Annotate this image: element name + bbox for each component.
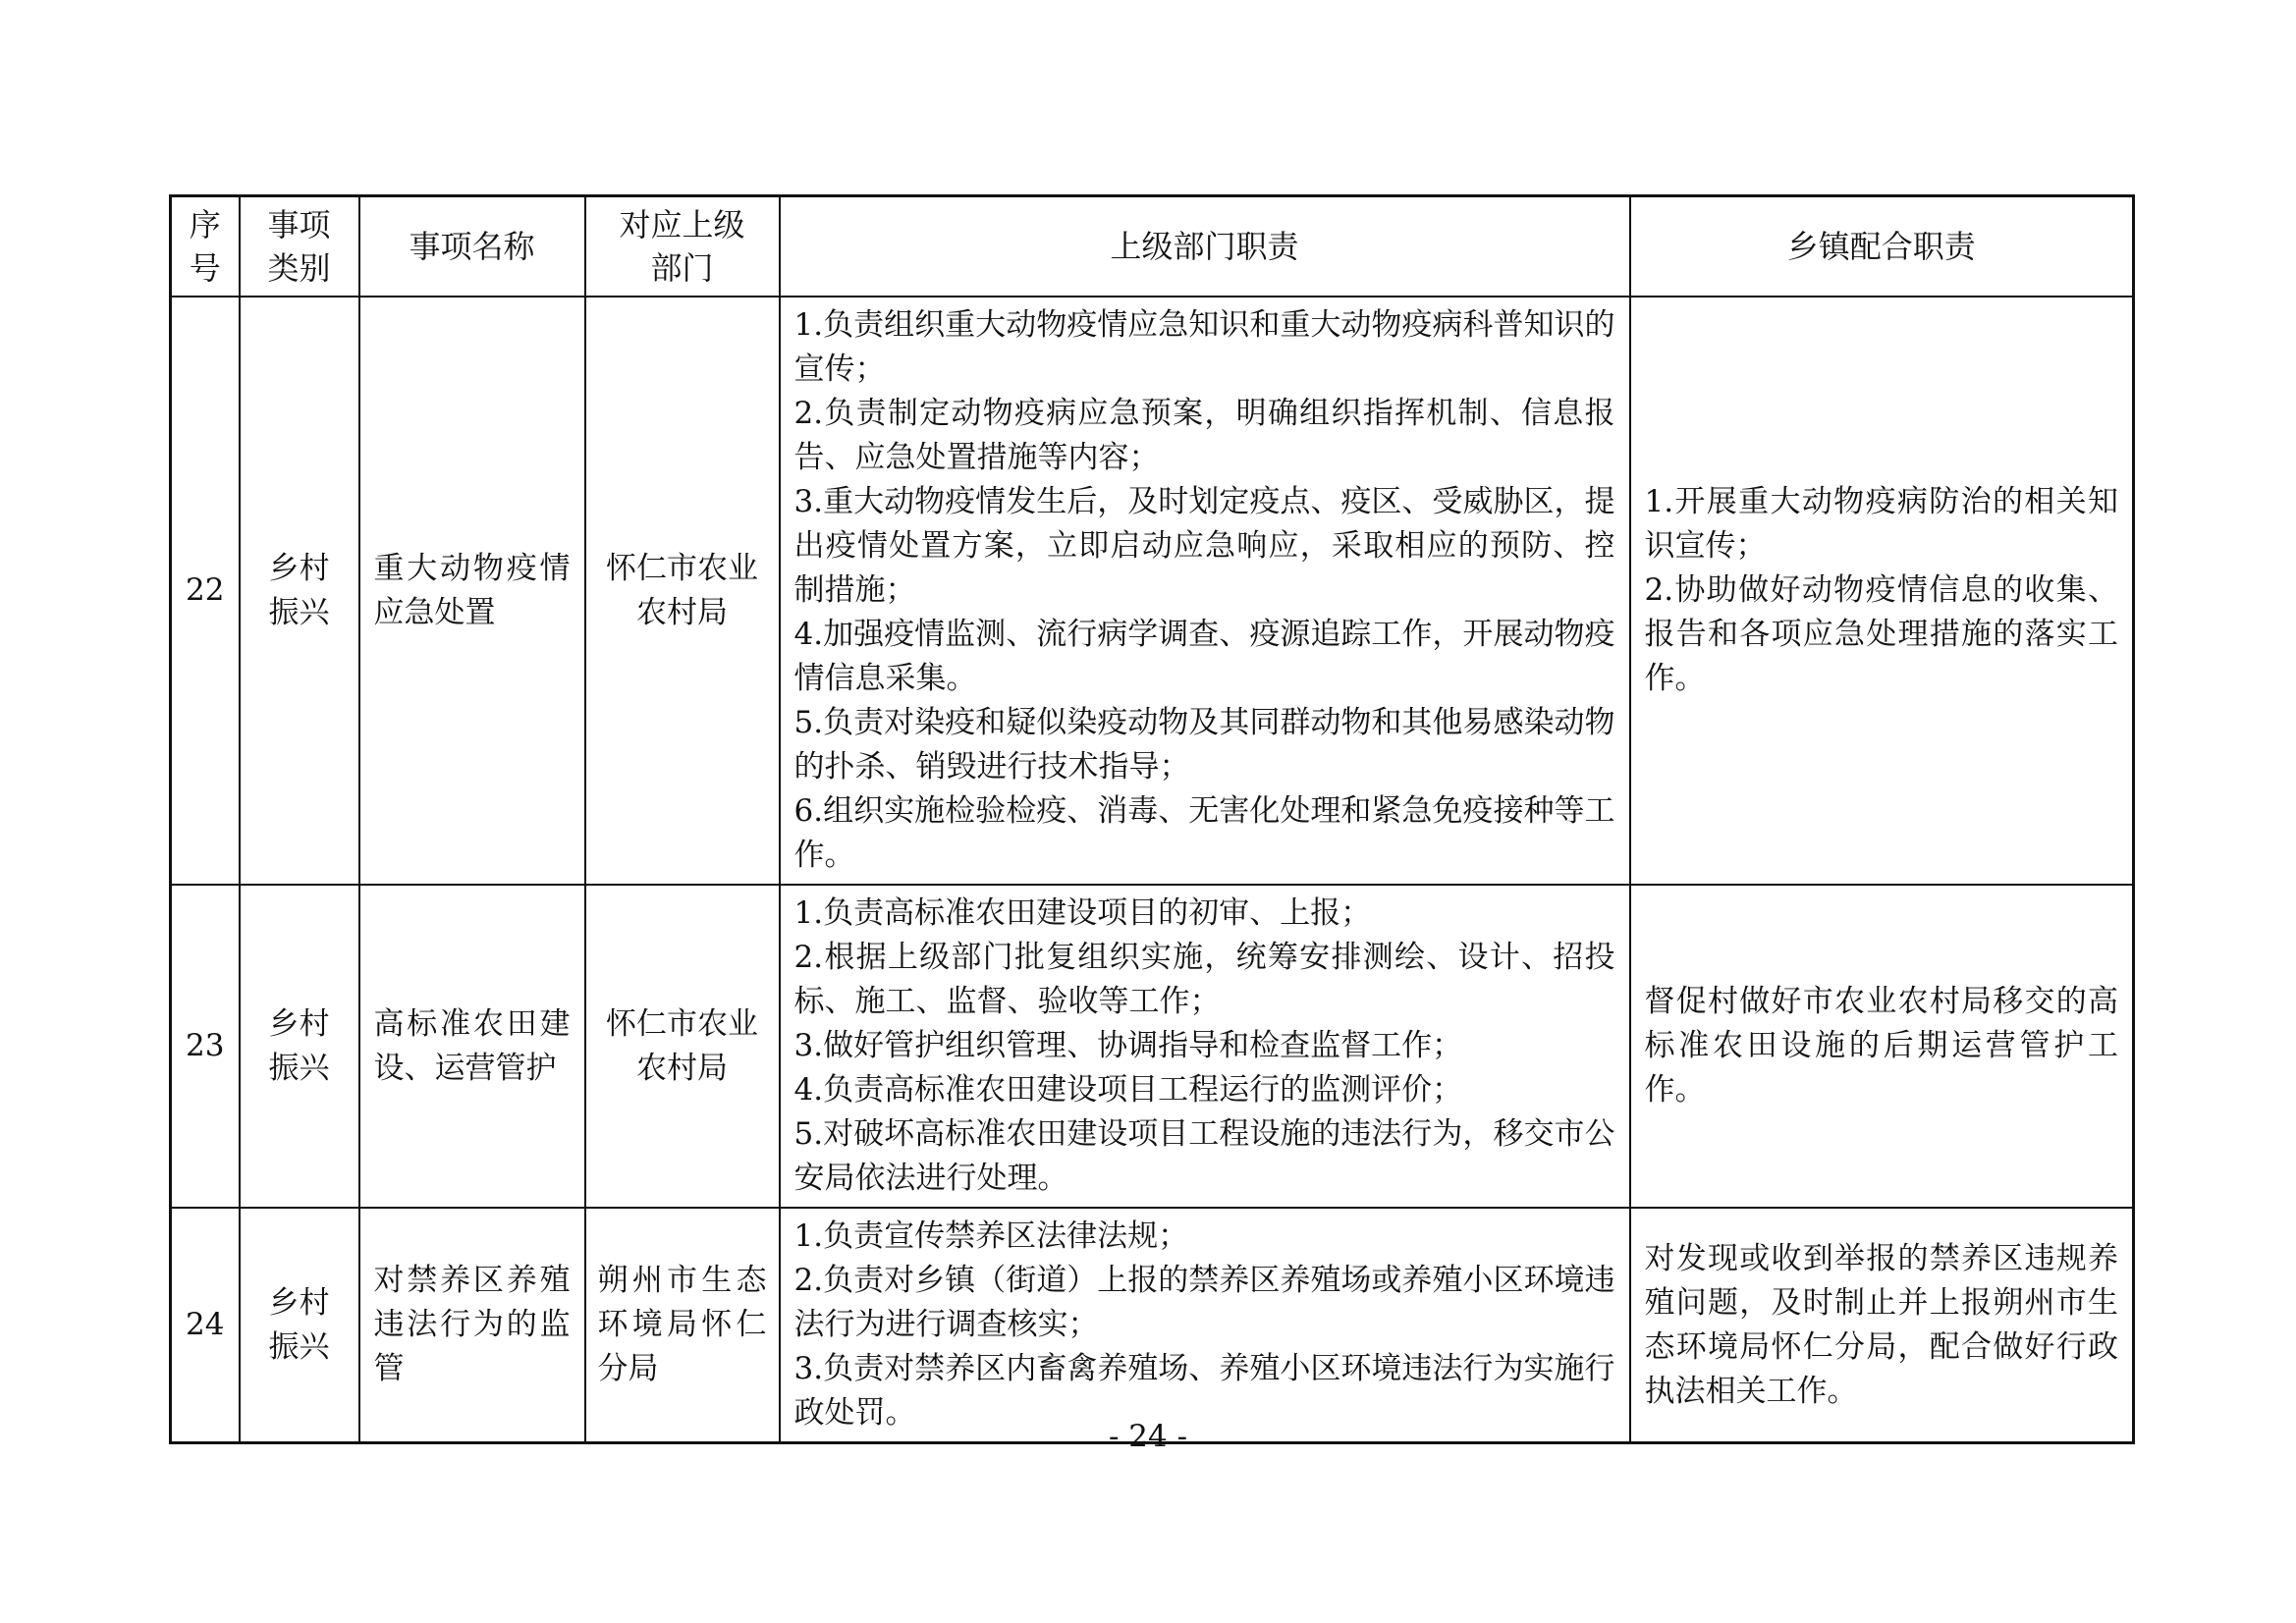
header-superior-duty: 上级部门职责 — [780, 196, 1630, 298]
cell-township-duties — [1630, 297, 2134, 885]
duty-item: 3.做好管护组织管理、协调指导和检查监督工作； — [793, 1028, 1463, 1063]
cell-category: 乡村振兴 — [240, 885, 359, 1208]
cell-seq: 24 — [171, 1208, 240, 1443]
cell-superior-duties — [780, 297, 1630, 885]
cell-township-duties — [1630, 885, 2134, 1208]
cell-name: 重大动物疫情应急处置 — [359, 297, 585, 885]
duty-item: 4.负责高标准农田建设项目工程运行的监测评价； — [793, 1072, 1463, 1108]
cell-name: 对禁养区养殖违法行为的监管 — [359, 1208, 585, 1443]
cell-seq: 23 — [171, 885, 240, 1208]
duty-item: 3.负责对禁养区内畜禽养殖场、养殖小区环境违法行为实施行政处罚。 — [793, 1351, 1615, 1431]
cell-dept: 朔州市生态环境局怀仁分局 — [585, 1208, 780, 1443]
cell-category: 乡村振兴 — [240, 297, 359, 885]
cell-seq: 22 — [171, 297, 240, 885]
header-name: 事项名称 — [359, 196, 585, 298]
township-item: 督促村做好市农业农村局移交的高标准农田设施的后期运营管护工作。 — [1644, 984, 2118, 1108]
cell-dept: 怀仁市农业农村局 — [585, 885, 780, 1208]
duty-item: 2.根据上级部门批复组织实施，统筹安排测绘、设计、招投标、施工、监督、验收等工作； — [793, 940, 1615, 1019]
duty-item: 5.负责对染疫和疑似染疫动物及其同群动物和其他易感染动物的扑杀、销毁进行技术指导； — [793, 705, 1615, 784]
township-item: 2.协助做好动物疫情信息的收集、报告和各项应急处理措施的落实工作。 — [1644, 572, 2118, 696]
cell-category: 乡村振兴 — [240, 1208, 359, 1443]
duty-item: 6.组织实施检验检疫、消毒、无害化处理和紧急免疫接种等工作。 — [793, 793, 1615, 873]
header-category: 事项类别 — [240, 196, 359, 298]
duty-item: 2.负责对乡镇（街道）上报的禁养区养殖场或养殖小区环境违法行为进行调查核实； — [793, 1263, 1615, 1342]
header-dept: 对应上级部门 — [585, 196, 780, 298]
township-item: 对发现或收到举报的禁养区违规养殖问题，及时制止并上报朔州市生态环境局怀仁分局，配合做好行政执法相关工作。 — [1644, 1240, 2118, 1409]
header-township-duty: 乡镇配合职责 — [1630, 196, 2134, 298]
township-item: 1.开展重大动物疫病防治的相关知识宣传； — [1644, 484, 2118, 564]
table-row — [171, 297, 2134, 885]
table-row — [171, 885, 2134, 1208]
duty-item: 3.重大动物疫情发生后，及时划定疫点、疫区、受威胁区，提出疫情处置方案，立即启动应急响应，采取相应的预防、控制措施； — [793, 484, 1615, 608]
cell-name: 高标准农田建设、运营管护 — [359, 885, 585, 1208]
duty-item: 5.对破坏高标准农田建设项目工程设施的违法行为，移交市公安局依法进行处理。 — [793, 1116, 1615, 1196]
duty-item: 4.加强疫情监测、流行病学调查、疫源追踪工作，开展动物疫情信息采集。 — [793, 617, 1615, 696]
responsibility-table-wrapper — [169, 194, 2132, 1444]
duty-item: 2.负责制定动物疫病应急预案，明确组织指挥机制、信息报告、应急处置措施等内容； — [793, 396, 1615, 475]
table-header-row — [171, 196, 2134, 298]
cell-superior-duties — [780, 885, 1630, 1208]
duty-item: 1.负责高标准农田建设项目的初审、上报； — [793, 895, 1372, 931]
cell-township-duties — [1630, 1208, 2134, 1443]
header-seq: 序号 — [171, 196, 240, 298]
responsibility-table — [169, 194, 2135, 1444]
duty-item: 1.负责组织重大动物疫情应急知识和重大动物疫病科普知识的宣传； — [793, 307, 1615, 387]
cell-dept: 怀仁市农业农村局 — [585, 297, 780, 885]
duty-item: 1.负责宣传禁养区法律法规； — [793, 1218, 1189, 1254]
page-number: - 24 - — [1108, 1419, 1188, 1454]
cell-superior-duties — [780, 1208, 1630, 1443]
table-row — [171, 1208, 2134, 1443]
